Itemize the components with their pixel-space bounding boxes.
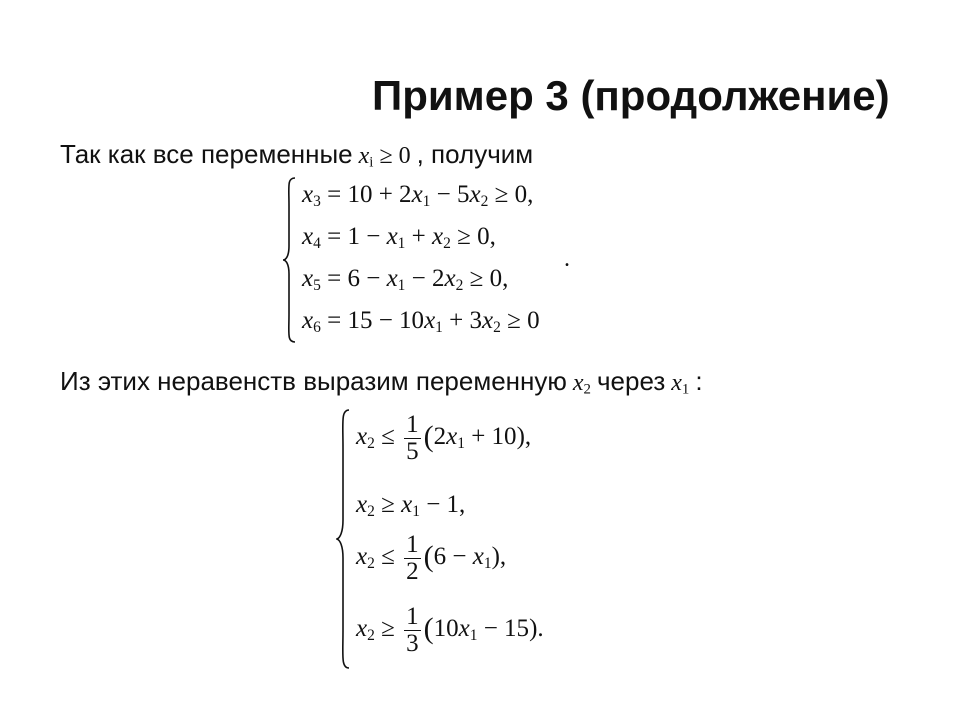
intro-tail: , получим [416,139,534,169]
fraction: $\frac{1}{5}$ [406,411,419,465]
system1-row-2: $x_4 = 1 - x_1 + x_2 \ge 0$, [302,223,496,252]
system2-row-2: $x_2 \ge x_1 - 1$, [356,491,466,520]
express-var-b: $x_1$ [671,370,690,398]
system1-trailing-dot: . [564,246,570,272]
system1-row-1: $x_3 = 10 + 2x_1 - 5x_2 \ge 0$, [302,181,534,210]
intro-math: $x_i \ge 0$ [358,143,411,171]
intro-text: Так как все переменные [60,139,353,169]
left-brace [282,176,296,344]
inequality-system-2 [336,408,636,670]
system1-row-4: $x_6 = 15 - 10x_1 + 3x_2 \ge 0$ [302,307,540,336]
inequality-system-1 [282,176,582,344]
intro-line [60,138,533,172]
system1-row-3: $x_5 = 6 - x_1 - 2x_2 \ge 0$, [302,265,509,294]
express-var-a: $x_2$ [572,370,591,398]
system2-row-4: $x_2$ ≥ $\frac{1}{3}$ $(10x_1 - 15)$. [356,603,544,657]
system2-row-1: $x_2$ ≤ $\frac{1}{5}$ $(2x_1 + 10)$, [356,411,532,465]
slide-title: Пример 3 (продолжение) [372,72,890,119]
fraction: $\frac{1}{2}$ [406,531,419,585]
system2-row-3: $x_2$ ≤ $\frac{1}{2}$ $(6 - x_1)$, [356,531,507,585]
fraction: $\frac{1}{3}$ [406,603,419,657]
left-brace [336,408,350,670]
express-line: Из этих неравенств выразим переменную $x_2$ через $x_1$ : [60,366,703,398]
